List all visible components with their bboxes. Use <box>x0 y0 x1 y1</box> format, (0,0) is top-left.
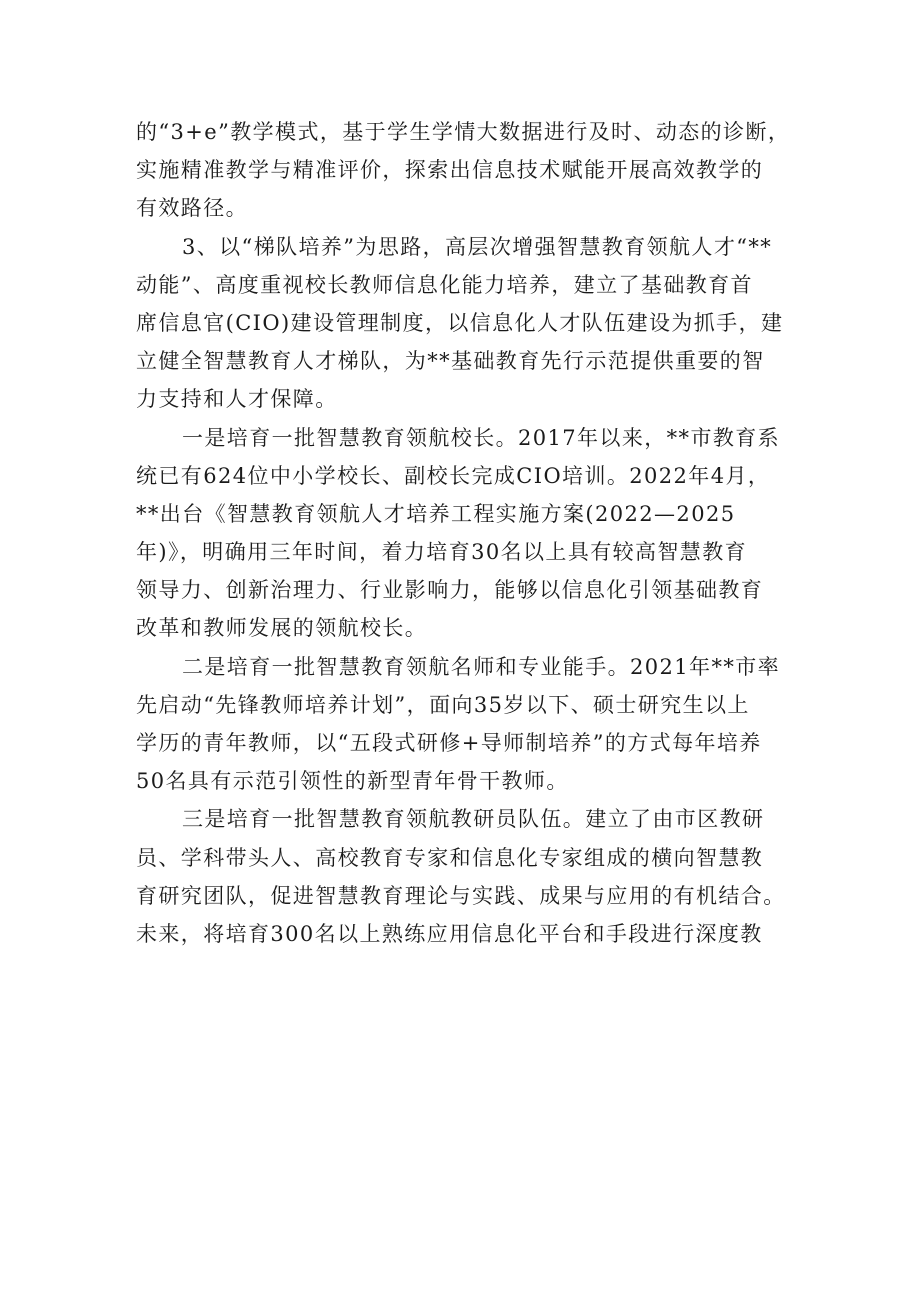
text-line: 先启动“先锋教师培养计划”，面向35岁以下、硕士研究生以上 <box>136 692 750 717</box>
text-line: 年)》，明确用三年时间，着力培育30名以上具有较高智慧教育 <box>136 540 748 565</box>
text-line: 学历的青年教师，以“五段式研修+导师制培养”的方式每年培养 <box>136 731 762 755</box>
paragraph-start-line: 3、以“梯队培养”为思路，高层次增强智慧教育领航人才“** <box>182 234 773 259</box>
text-line: 动能”、高度重视校长教师信息化能力培养，建立了基础教育首 <box>136 272 753 297</box>
text-line: 有效路径。 <box>136 196 248 221</box>
text-line: 实施精准教学与精准评价，探索出信息技术赋能开展高效教学的 <box>136 158 764 183</box>
text-line: 领导力、创新治理力、行业影响力，能够以信息化引领基础教育 <box>136 578 764 603</box>
text-line: 50名具有示范引领性的新型青年骨干教师。 <box>136 769 569 794</box>
text-line: 立健全智慧教育人才梯队，为**基础教育先行示范提供重要的智 <box>136 349 765 374</box>
text-line: 力支持和人才保障。 <box>136 387 338 412</box>
text-line: 席信息官(CIO)建设管理制度，以信息化人才队伍建设为抓手，建 <box>136 310 784 335</box>
text-line: 改革和教师发展的领航校长。 <box>136 616 428 641</box>
paragraph-start-line: 二是培育一批智慧教育领航名师和专业能手。2021年**市率 <box>182 654 781 679</box>
text-line: **出台《智慧教育领航人才培养工程实施方案(2022—2025 <box>136 501 736 526</box>
paragraph-start-line: 三是培育一批智慧教育领航教研员队伍。建立了由市区教研 <box>182 807 765 832</box>
text-line: 育研究团队，促进智慧教育理论与实践、成果与应用的有机结合。 <box>136 883 786 908</box>
text-line: 未来，将培育300名以上熟练应用信息化平台和手段进行深度教 <box>136 921 763 946</box>
body-text <box>136 113 792 953</box>
text-line: 员、学科带头人、高校教育专家和信息化专家组成的横向智慧教 <box>136 845 764 870</box>
text-line: 的“3+e”教学模式，基于学生学情大数据进行及时、动态的诊断， <box>136 120 791 144</box>
paragraph-start-line: 一是培育一批智慧教育领航校长。2017年以来，**市教育系 <box>182 425 781 450</box>
text-line: 统已有624位中小学校长、副校长完成CIO培训。2022年4月， <box>136 463 771 488</box>
